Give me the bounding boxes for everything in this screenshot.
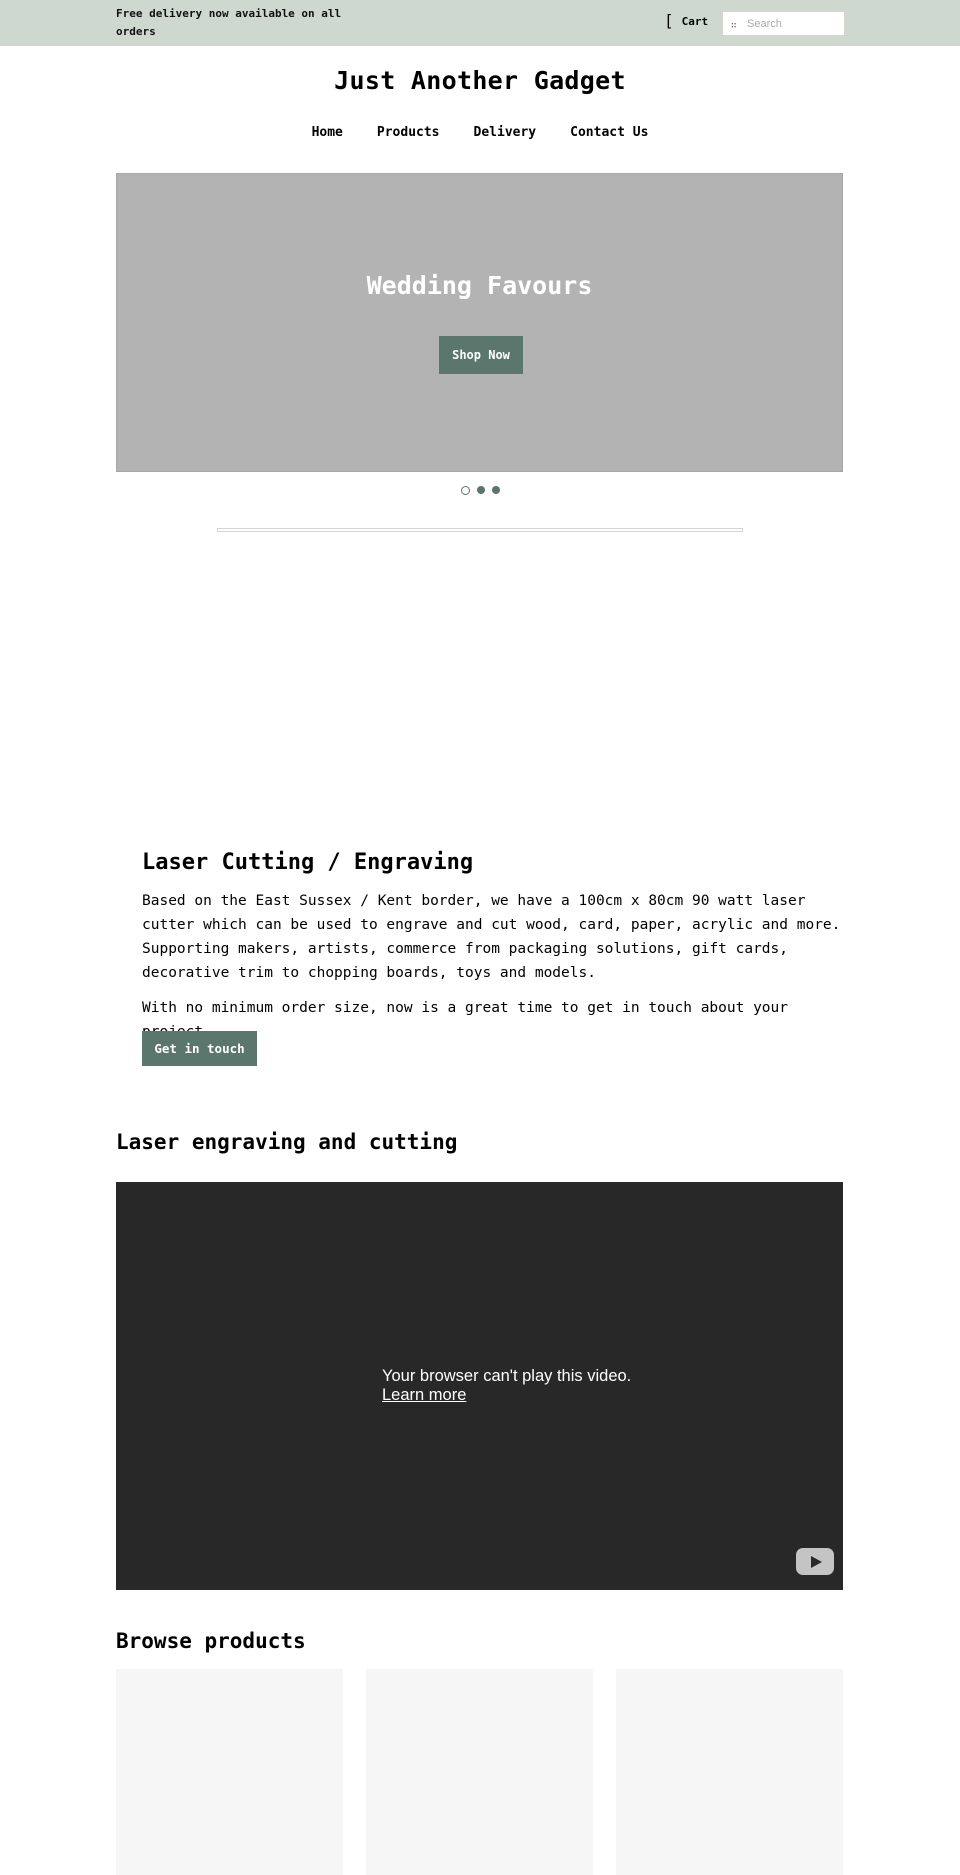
- empty-embed-frame: [217, 528, 743, 532]
- search-box[interactable]: [723, 12, 844, 35]
- promo-text: Free delivery now available on all orders: [116, 7, 342, 38]
- search-icon[interactable]: ∷: [731, 21, 737, 31]
- about-paragraph-2: With no minimum order size, now is a great time to get in touch about your: [142, 1000, 789, 1016]
- browse-heading: Browse products: [116, 1629, 306, 1653]
- youtube-icon[interactable]: [796, 1548, 834, 1575]
- hero-title: Wedding Favours: [366, 271, 593, 300]
- video-error-message: [382, 1367, 631, 1405]
- about-heading: Laser Cutting / Engraving: [142, 850, 474, 875]
- nav-contact-us[interactable]: Contact Us: [570, 125, 649, 140]
- get-in-touch-button[interactable]: Get in touch: [142, 1031, 257, 1066]
- slide-dot-1[interactable]: [461, 486, 470, 495]
- about-paragraph-1: Based on the East Sussex / Kent border, we have a 100cm x 80cm 90 watt laser cutter which can be used to engrave and cut wood, card, paper, acrylic and more. Supporting makers, artists, commerce from packaging solutions, gift cards, decorative trim to chopping boards, toys and models.: [142, 893, 841, 981]
- product-card[interactable]: [616, 1669, 843, 1875]
- nav-products[interactable]: Products: [376, 125, 440, 140]
- cart-icon: [: [664, 11, 674, 30]
- search-input[interactable]: [747, 12, 842, 35]
- slide-dot-2[interactable]: [477, 486, 485, 494]
- video-heading: Laser engraving and cutting: [116, 1130, 458, 1154]
- product-card[interactable]: [116, 1669, 343, 1875]
- nav-home[interactable]: Home: [311, 125, 343, 140]
- announcement-bar: [0, 0, 960, 46]
- shop-now-button[interactable]: Shop Now: [439, 336, 523, 374]
- slide-dot-3[interactable]: [492, 486, 500, 494]
- video-player[interactable]: [116, 1182, 843, 1590]
- hero-slideshow: [116, 173, 843, 472]
- video-error-text: Your browser can't play this video.: [382, 1367, 632, 1385]
- cart-label: Cart: [681, 14, 709, 28]
- nav-delivery[interactable]: Delivery: [473, 125, 537, 140]
- cart-link[interactable]: [664, 11, 709, 30]
- main-nav: [0, 125, 960, 140]
- site-title[interactable]: Just Another Gadget: [334, 66, 626, 95]
- about-section: [142, 848, 842, 1056]
- slideshow-dots: [0, 486, 960, 495]
- learn-more-link[interactable]: Learn more: [382, 1386, 467, 1404]
- product-card[interactable]: [366, 1669, 593, 1875]
